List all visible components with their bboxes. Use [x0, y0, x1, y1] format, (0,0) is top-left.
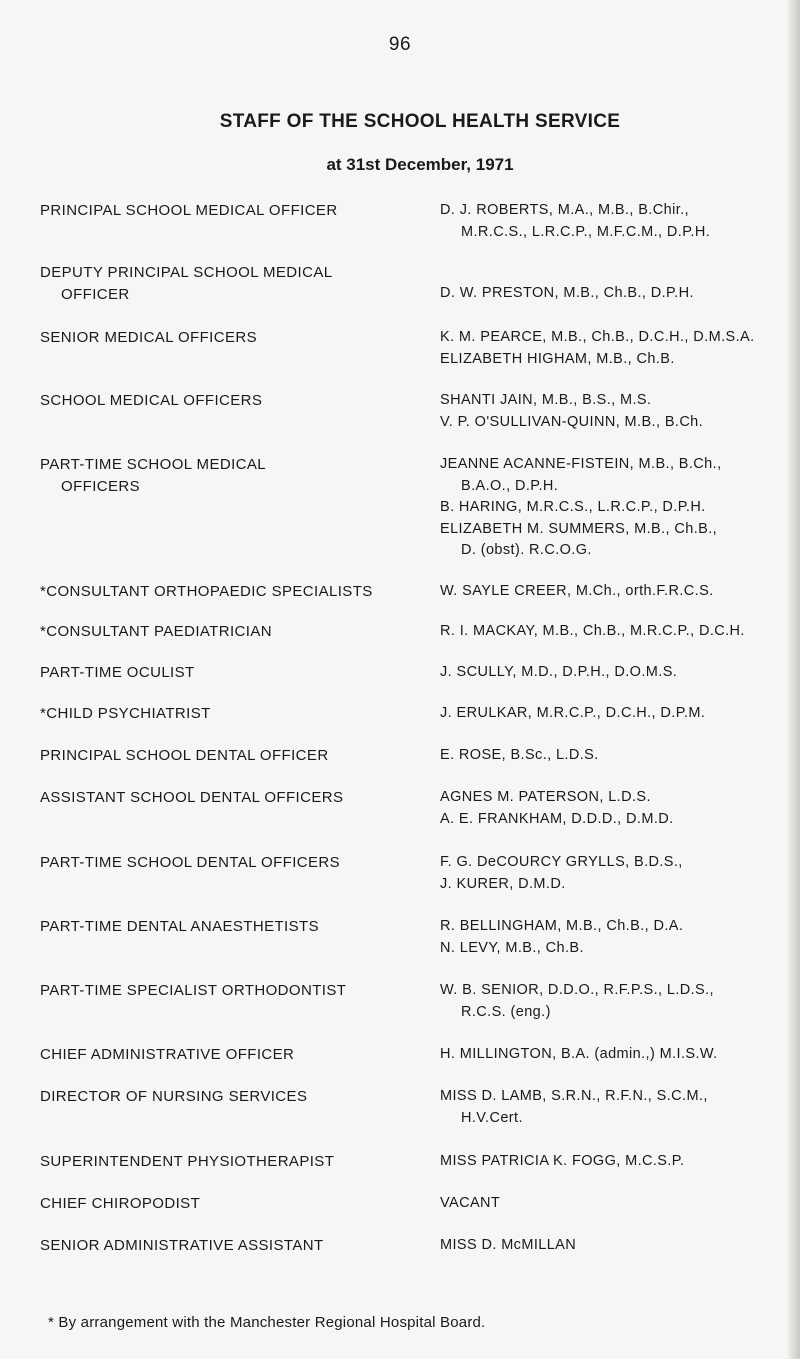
- name-line: W. SAYLE CREER, M.Ch., orth.F.R.C.S.: [440, 583, 714, 599]
- role-line: *CONSULTANT ORTHOPAEDIC SPECIALISTS: [40, 583, 373, 600]
- name-line: J. ERULKAR, M.R.C.P., D.C.H., D.P.M.: [440, 705, 706, 721]
- role-label: [40, 1151, 420, 1173]
- page-number: 96: [388, 34, 412, 55]
- name-line: A. E. FRANKHAM, D.D.D., D.M.D.: [440, 810, 674, 827]
- role-label: [40, 1086, 420, 1108]
- role-label: [40, 662, 420, 684]
- name-line: M.R.C.S., L.R.C.P., M.F.C.M., D.P.H.: [461, 223, 711, 240]
- staff-names: [440, 662, 790, 684]
- name-line: N. LEVY, M.B., Ch.B.: [440, 939, 584, 956]
- role-label: [40, 200, 420, 222]
- name-line: SHANTI JAIN, M.B., B.S., M.S.: [440, 392, 652, 408]
- role-line: CHIEF CHIROPODIST: [40, 1195, 201, 1212]
- role-line: PRINCIPAL SCHOOL MEDICAL OFFICER: [40, 202, 338, 219]
- role-label: [40, 390, 420, 412]
- role-line: CHIEF ADMINISTRATIVE OFFICER: [40, 1046, 295, 1063]
- role-line: OFFICER: [61, 285, 130, 303]
- name-line: MISS D. McMILLAN: [440, 1237, 577, 1253]
- role-line: *CONSULTANT PAEDIATRICIAN: [40, 623, 272, 640]
- name-line: B. HARING, M.R.C.S., L.R.C.P., D.P.H.: [440, 499, 706, 515]
- name-line: D. J. ROBERTS, M.A., M.B., B.Chir.,: [440, 202, 689, 218]
- role-label: [40, 327, 420, 349]
- role-label: [40, 745, 420, 767]
- name-line: J. KURER, D.M.D.: [440, 875, 566, 892]
- role-line: PART-TIME SCHOOL DENTAL OFFICERS: [40, 854, 341, 871]
- staff-names: [440, 621, 790, 643]
- role-label: [40, 980, 420, 1002]
- name-line: VACANT: [440, 1195, 501, 1211]
- staff-names: [440, 327, 790, 370]
- name-line: D. W. PRESTON, M.B., Ch.B., D.P.H.: [440, 285, 694, 301]
- role-line: SENIOR MEDICAL OFFICERS: [40, 329, 258, 346]
- staff-names: [440, 1235, 790, 1257]
- name-line: R. I. MACKAY, M.B., Ch.B., M.R.C.P., D.C.H.: [440, 623, 745, 639]
- name-line: F. G. DeCOURCY GRYLLS, B.D.S.,: [440, 854, 683, 870]
- role-label: [40, 454, 420, 497]
- staff-names: [440, 1086, 790, 1129]
- name-line: K. M. PEARCE, M.B., Ch.B., D.C.H., D.M.S.A.: [440, 329, 755, 345]
- role-line: PART-TIME SPECIALIST ORTHODONTIST: [40, 982, 347, 999]
- role-line: PART-TIME SCHOOL MEDICAL: [40, 456, 267, 473]
- staff-names: [440, 283, 790, 305]
- staff-names: [440, 745, 790, 767]
- name-line: V. P. O'SULLIVAN-QUINN, M.B., B.Ch.: [440, 413, 704, 430]
- staff-names: [440, 200, 790, 243]
- name-line: MISS PATRICIA K. FOGG, M.C.S.P.: [440, 1153, 685, 1169]
- role-label: [40, 1193, 420, 1215]
- name-line: W. B. SENIOR, D.D.O., R.F.P.S., L.D.S.,: [440, 982, 714, 998]
- name-line: ELIZABETH M. SUMMERS, M.B., Ch.B.,: [440, 520, 718, 537]
- staff-names: [440, 1151, 790, 1173]
- role-line: PART-TIME OCULIST: [40, 664, 195, 681]
- name-line: R. BELLINGHAM, M.B., Ch.B., D.A.: [440, 918, 684, 934]
- role-line: DEPUTY PRINCIPAL SCHOOL MEDICAL: [40, 264, 333, 281]
- name-line: D. (obst). R.C.O.G.: [461, 542, 592, 558]
- role-label: [40, 916, 420, 938]
- role-label: [40, 787, 420, 809]
- page-title: STAFF OF THE SCHOOL HEALTH SERVICE: [219, 111, 621, 132]
- staff-names: [440, 1044, 790, 1066]
- staff-names: [440, 852, 790, 895]
- name-line: H. MILLINGTON, B.A. (admin.,) M.I.S.W.: [440, 1046, 718, 1062]
- staff-names: [440, 1193, 790, 1215]
- staff-names: [440, 787, 790, 830]
- role-line: *CHILD PSYCHIATRIST: [40, 705, 211, 722]
- name-line: R.C.S. (eng.): [461, 1003, 551, 1020]
- staff-names: [440, 703, 790, 725]
- role-label: [40, 262, 420, 305]
- role-line: PRINCIPAL SCHOOL DENTAL OFFICER: [40, 747, 329, 764]
- name-line: J. SCULLY, M.D., D.P.H., D.O.M.S.: [440, 664, 678, 680]
- role-label: [40, 621, 420, 643]
- role-label: [40, 1235, 420, 1257]
- role-line: ASSISTANT SCHOOL DENTAL OFFICERS: [40, 789, 344, 806]
- role-line: SENIOR ADMINISTRATIVE ASSISTANT: [40, 1237, 324, 1254]
- name-line: B.A.O., D.P.H.: [461, 477, 559, 494]
- role-label: [40, 581, 420, 603]
- name-line: ELIZABETH HIGHAM, M.B., Ch.B.: [440, 350, 675, 367]
- name-line: MISS D. LAMB, S.R.N., R.F.N., S.C.M.,: [440, 1088, 708, 1104]
- staff-names: [440, 454, 790, 562]
- role-line: OFFICERS: [61, 477, 141, 495]
- page-subtitle: at 31st December, 1971: [326, 155, 514, 174]
- role-line: DIRECTOR OF NURSING SERVICES: [40, 1088, 308, 1105]
- name-line: JEANNE ACANNE-FISTEIN, M.B., B.Ch.,: [440, 456, 722, 472]
- staff-names: [440, 390, 790, 433]
- staff-names: [440, 916, 790, 959]
- role-line: PART-TIME DENTAL ANAESTHETISTS: [40, 918, 319, 935]
- role-line: SUPERINTENDENT PHYSIOTHERAPIST: [40, 1153, 335, 1170]
- role-label: [40, 703, 420, 725]
- role-line: SCHOOL MEDICAL OFFICERS: [40, 392, 263, 409]
- staff-names: [440, 980, 790, 1023]
- staff-names: [440, 581, 790, 603]
- role-label: [40, 852, 420, 874]
- name-line: E. ROSE, B.Sc., L.D.S.: [440, 747, 599, 763]
- name-line: AGNES M. PATERSON, L.D.S.: [440, 789, 651, 805]
- name-line: H.V.Cert.: [461, 1109, 523, 1126]
- role-label: [40, 1044, 420, 1066]
- footnote: * By arrangement with the Manchester Regional Hospital Board.: [48, 1314, 486, 1331]
